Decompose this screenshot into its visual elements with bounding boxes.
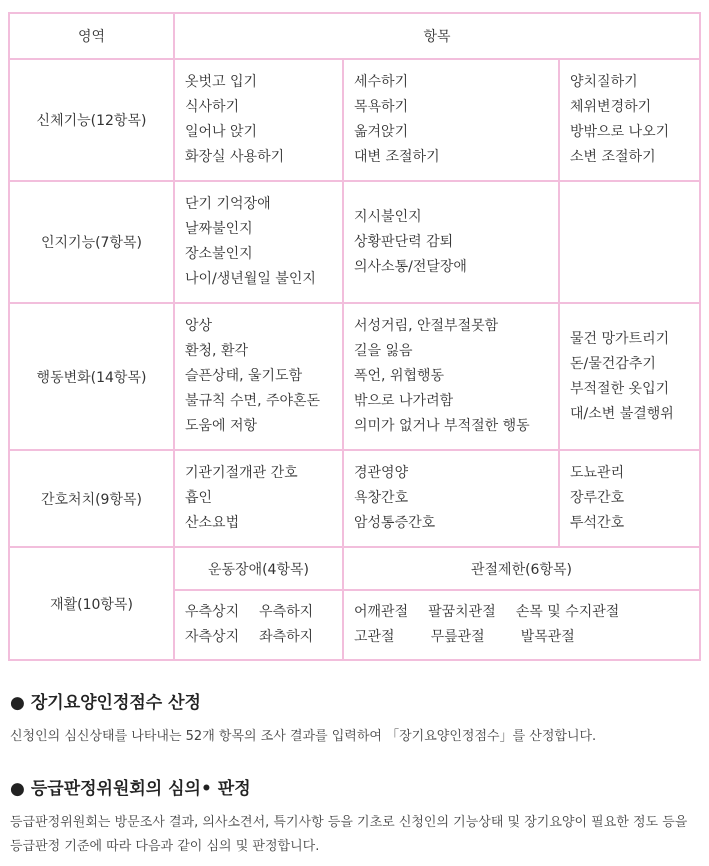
- item-text: 목욕하기: [354, 99, 409, 115]
- item-text: 경관영양: [354, 465, 409, 481]
- section-body: 신청인의 심신상태를 나타내는 52개 항목의 조사 결과를 입력하여 「장기요양인정점수」를 산정합니다.: [10, 729, 597, 744]
- item-text: 도뇨관리: [570, 465, 625, 481]
- section-title-text: 등급판정위원회의 심의• 판정: [30, 779, 251, 799]
- item-text: 앙상: [185, 318, 213, 334]
- items-cell: [343, 181, 559, 303]
- item-text: 우측하지: [259, 604, 314, 620]
- table-row-rehab-header: [9, 547, 700, 590]
- item-text: 불규칙 수면, 주야혼돈: [185, 393, 321, 409]
- items-cell: [174, 450, 343, 547]
- item-text: 기관기절개관 간호: [185, 465, 298, 481]
- items-cell: [343, 450, 559, 547]
- bullet-icon: ●: [10, 779, 25, 799]
- item-text: 폭언, 위협행동: [354, 368, 445, 384]
- item-text: 발목관절: [520, 629, 575, 645]
- area-cell: 신체기능(12항목): [9, 59, 174, 181]
- item-text: 세수하기: [354, 74, 409, 90]
- item-text: 옮겨앉기: [354, 124, 409, 140]
- item-text: 옷벗고 입기: [185, 74, 258, 90]
- items-cell: [174, 59, 343, 181]
- item-line: [185, 600, 342, 625]
- item-text: 지시불인지: [354, 208, 422, 225]
- item-text: 산소요법: [185, 515, 240, 531]
- item-text: 좌측하지: [259, 629, 314, 645]
- items-cell: [559, 59, 700, 181]
- item-text: 우측상지: [185, 604, 240, 620]
- item-line: [354, 600, 699, 625]
- item-text: 단기 기억장애: [185, 196, 271, 212]
- section-committee: [10, 774, 700, 859]
- item-text: 투석간호: [570, 515, 625, 531]
- section-score: [10, 688, 700, 749]
- item-text: 돈/물건감추기: [570, 355, 656, 372]
- motor-header: 운동장애(4항목): [174, 547, 343, 590]
- table-row: [9, 450, 700, 547]
- item-text: 의미가 없거나 부적절한 행동: [354, 418, 530, 434]
- items-cell-empty: [559, 181, 700, 303]
- items-cell: [559, 303, 700, 450]
- item-text: 물건 망가트리기: [570, 330, 670, 347]
- item-text: 암성통증간호: [354, 515, 436, 531]
- item-text: 날짜불인지: [185, 221, 253, 237]
- item-text: 환청, 환각: [185, 343, 248, 359]
- bullet-icon: ●: [10, 693, 25, 713]
- items-cell: [174, 303, 343, 450]
- item-text: 욕창간호: [354, 490, 409, 506]
- item-text: 일어나 앉기: [185, 124, 258, 140]
- item-text: 대변 조절하기: [354, 149, 440, 165]
- item-line: [354, 625, 699, 650]
- table-row: [9, 303, 700, 450]
- item-text: 슬픈상태, 울기도함: [185, 368, 303, 384]
- items-cell: [559, 450, 700, 547]
- table-header-row: [9, 13, 700, 59]
- section-title: [10, 774, 700, 799]
- item-text: 의사소통/전달장애: [354, 258, 467, 275]
- item-text: 나이/생년월일 불인지: [185, 271, 316, 287]
- item-text: 도움에 저항: [185, 418, 258, 434]
- item-text: 자측상지: [185, 629, 240, 645]
- joint-header: 관절제한(6항목): [343, 547, 700, 590]
- area-cell: 행동변화(14항목): [9, 303, 174, 450]
- item-text: 방밖으로 나오기: [570, 124, 670, 140]
- joint-items-cell: [343, 590, 700, 660]
- motor-items-cell: [174, 590, 343, 660]
- area-cell: 인지기능(7항목): [9, 181, 174, 303]
- section-title-text: 장기요양인정점수 산정: [30, 693, 201, 713]
- area-cell: 간호처치(9항목): [9, 450, 174, 547]
- item-text: 대/소변 불결행위: [570, 405, 674, 422]
- item-text: 소변 조절하기: [570, 149, 656, 165]
- items-cell: [343, 303, 559, 450]
- item-text: 어깨관절: [354, 604, 409, 620]
- item-text: 장루간호: [570, 490, 625, 506]
- section-body: 등급판정위원회는 방문조사 결과, 의사소견서, 특기사항 등을 기초로 신청인의 기능상태 및 장기요양이 필요한 정도 등을 등급판정 기준에 따라 다음과 같이 심의 및 판정합니다.: [10, 815, 688, 854]
- item-line: [185, 625, 342, 650]
- header-items: 항목: [174, 13, 700, 59]
- section-title: [10, 688, 700, 713]
- item-text: 무릎관절: [430, 629, 485, 645]
- item-text: 밖으로 나가려함: [354, 393, 454, 409]
- item-text: 길을 잃음: [354, 343, 413, 359]
- area-cell: 재활(10항목): [9, 547, 174, 660]
- item-text: 흡인: [185, 490, 213, 506]
- assessment-table: [8, 12, 701, 661]
- item-text: 서성거림, 안절부절못함: [354, 318, 499, 334]
- item-text: 식사하기: [185, 99, 240, 115]
- item-text: 체위변경하기: [570, 99, 652, 115]
- items-cell: [174, 181, 343, 303]
- item-text: 장소불인지: [185, 246, 253, 262]
- item-text: 화장실 사용하기: [185, 149, 285, 165]
- item-text: 팔꿈치관절: [428, 604, 496, 620]
- items-cell: [343, 59, 559, 181]
- item-text: 상황판단력 감퇴: [354, 233, 454, 250]
- item-text: 고관절: [354, 629, 395, 645]
- table-row: [9, 181, 700, 303]
- header-area: 영역: [9, 13, 174, 59]
- table-row: [9, 59, 700, 181]
- item-text: 부적절한 옷입기: [570, 380, 670, 397]
- item-text: 손목 및 수지관절: [515, 604, 620, 620]
- item-text: 양치질하기: [570, 74, 638, 90]
